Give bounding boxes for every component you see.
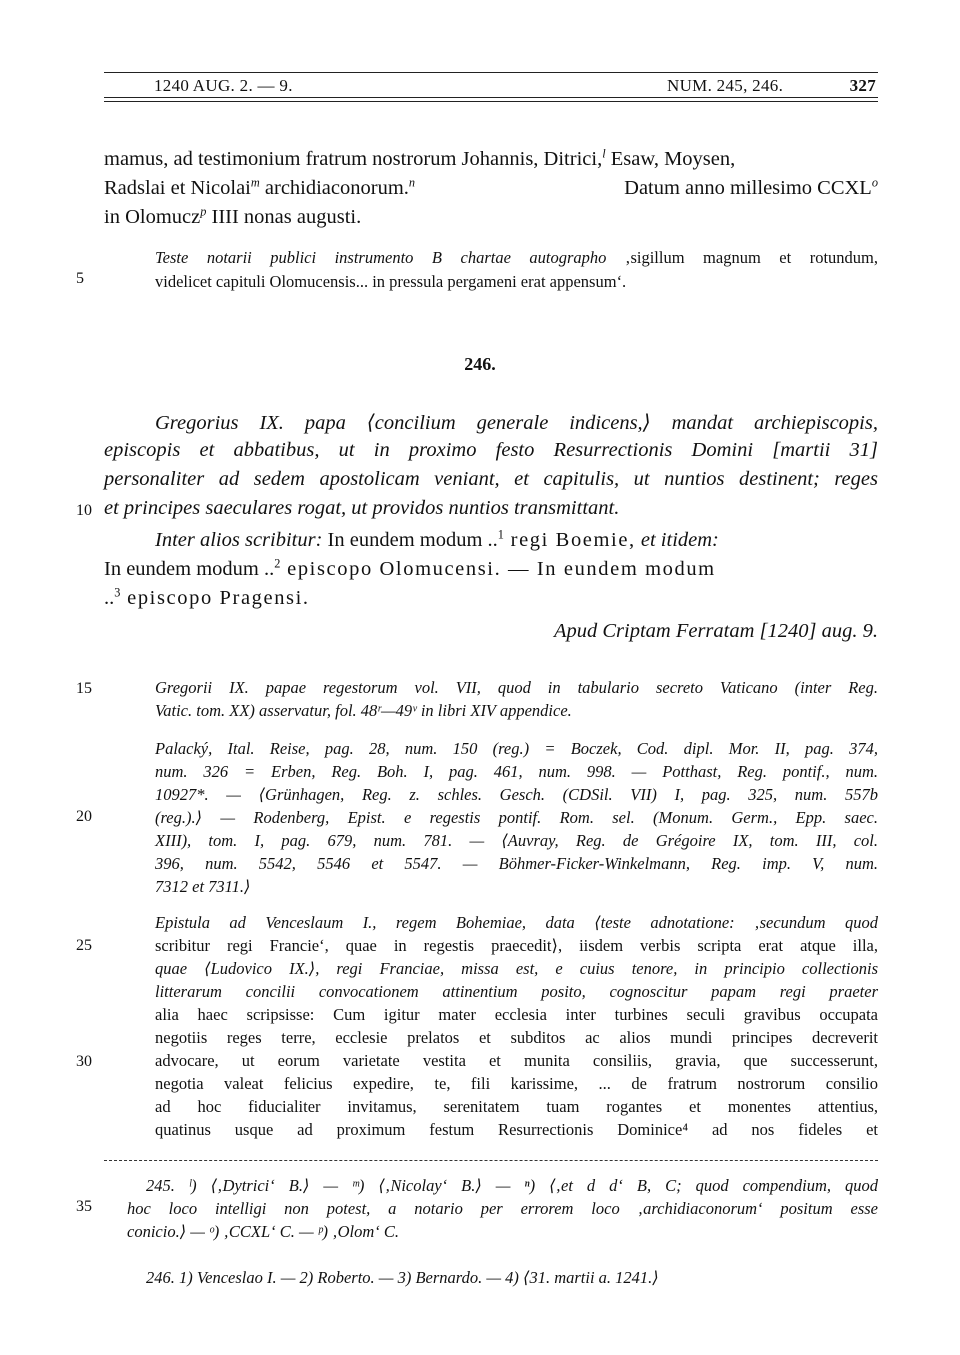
literature-line: Palacký, Ital. Reise, pag. 28, num. 150 (reg.) = Boczek, Cod. dipl. Mor. II, pag. 374, [155,739,878,758]
line-number: 20 [76,808,92,825]
header-rule-top [104,72,878,73]
footnote-246: 246. 1) Venceslao I. — 2) Roberto. — 3) Bernardo. — 4) ⟨31. martii a. 1241.⟩ [146,1268,659,1287]
body-line: Epistula ad Venceslaum I., regem Bohemiae, data ⟨teste adnotatione: ‚secundum quod [155,913,878,932]
body-line: negotia valeat felicius expedire, te, fili karissime, ... de fratrum nostrorum consilio [155,1074,878,1093]
regest-line: episcopis et abbatibus, ut in proximo festo Resurrectionis Domini [martii 31] [104,439,878,461]
source-line: Gregorii IX. papae regestorum vol. VII, quod in tabulario secreto Vaticano (inter Reg. [155,678,878,697]
literature-line: 396, num. 5542, 5546 et 5547. — Böhmer-Ficker-Winkelmann, Reg. imp. V, num. [155,854,878,873]
source-line: Vatic. tom. XX) asservatur, fol. 48ʳ—49ᵛ in libri XIV appendice. [155,701,572,720]
header-document-numbers: NUM. 245, 246. [667,76,784,95]
doc245-text-line: in Olomucz$^p$ IIII nonas augusti. [104,204,362,228]
body-line: ad hoc fiducialiter invitamus, serenitatem tuam rogantes et monentes attentius, [155,1097,878,1116]
datum-clause: Datum anno millesimo CCXL$^o$ [624,175,878,199]
regest-line: et principes saeculares rogat, ut providos nuntios transmittant. [104,497,620,519]
footnote-245: 245. ˡ) ⟨‚Dytrici‘ B.⟩ — ᵐ) ⟨‚Nicolay‘ B.⟩ — ⁿ) ⟨‚et d d‘ B, C; quod compendium, quod [146,1176,878,1195]
line-number: 10 [76,502,92,519]
header-rule-bottom [104,97,878,98]
body-line: litterarum concilii convocationem attinentium posito, cognoscitur papam regi praeter [155,982,878,1001]
body-line: quatinus usque ad proximum festum Resurrectionis Dominice⁴ ad nos fideles et [155,1120,878,1139]
inter-alios-line: Inter alios scribitur: In eundem modum ..$^1$ regi Boemie, et itidem: [155,527,719,551]
doc245-provenance-note: Teste notarii publici instrumento B chartae autographo ‚sigillum magnum et rotundum, [155,248,878,267]
header-date-range: 1240 AUG. 2. — 9. [154,76,293,95]
footnote-245: hoc loco intelligi non potest, a notario per errorem loco ‚archidiaconorum‘ positum esse [127,1199,878,1218]
header-rule-bottom-double [104,101,878,102]
body-line: alia haec scripsisse: Cum igitur mater ecclesia inter turbines seculi gravibus occupata [155,1005,878,1024]
body-line: advocare, ut eorum varietate vestita et munita consiliis, gravia, que successerunt, [155,1051,878,1070]
footnote-245: conicio.⟩ — ᵒ) ‚CCXL‘ C. — ᵖ) ‚Olom‘ C. [127,1222,400,1241]
doc245-provenance-note: videlicet capituli Olomucensis... in pressula pergameni erat appensum‘. [155,272,627,291]
doc245-text-line: mamus, ad testimonium fratrum nostrorum Johannis, Ditrici,$^l$ Esaw, Moysen, [104,146,736,170]
line-number: 35 [76,1198,92,1215]
inter-alios-line: In eundem modum ..$^2$ episcopo Olomucensi. — In eundem modum [104,556,716,580]
line-number: 15 [76,680,92,697]
line-number: 25 [76,937,92,954]
document-number-246: 246. [464,354,496,374]
page-number: 327 [849,76,876,95]
body-line: scribitur regi Francie‘, quae in regestis praecedit⟩, iisdem verbis scripta erat atque illa, [155,936,878,955]
doc245-text-line: Radslai et Nicolai$^m$ archidiaconorum.$^n$ Datum anno millesimo CCXL$^o$ [104,175,878,199]
regest-line: personaliter ad sedem apostolicam veniant, et capitulis, ut nuntios destinent; reges [104,468,878,490]
running-header [104,72,878,98]
body-line: negotiis reges terre, ecclesie prelatos et subditos ac alios mundi principes decreverit [155,1028,878,1047]
regest-line: Gregorius IX. papa ⟨concilium generale indicens,⟩ mandat archiepiscopis, [155,412,878,434]
literature-line: 10927*. — ⟨Grünhagen, Reg. z. schles. Gesch. (CDSil. VII) I, pag. 325, num. 557b [155,785,878,804]
inter-alios-line: ..$^3$ episcopo Pragensi. [104,585,310,609]
literature-line: 7312 et 7311.⟩ [155,877,251,896]
literature-line: XIII), tom. I, pag. 679, num. 781. — ⟨Auvray, Reg. de Grégoire IX, tom. III, col. [155,831,878,850]
body-line: quae ⟨Ludovico IX.⟩, regi Franciae, missa est, e cuius tenore, in principio collectionis [155,959,878,978]
line-number: 5 [76,270,84,287]
footnote-separator [104,1160,878,1161]
literature-line: num. 326 = Erben, Reg. Boh. I, pag. 461, num. 998. — Potthast, Reg. pontif., num. [155,762,878,781]
line-number: 30 [76,1053,92,1070]
dating-line: Apud Criptam Ferratam [1240] aug. 9. [553,620,878,642]
literature-line: (reg.).⟩ — Rodenberg, Epist. e regestis pontif. Rom. sel. (Monum. Germ., Epp. saec. [155,808,878,827]
